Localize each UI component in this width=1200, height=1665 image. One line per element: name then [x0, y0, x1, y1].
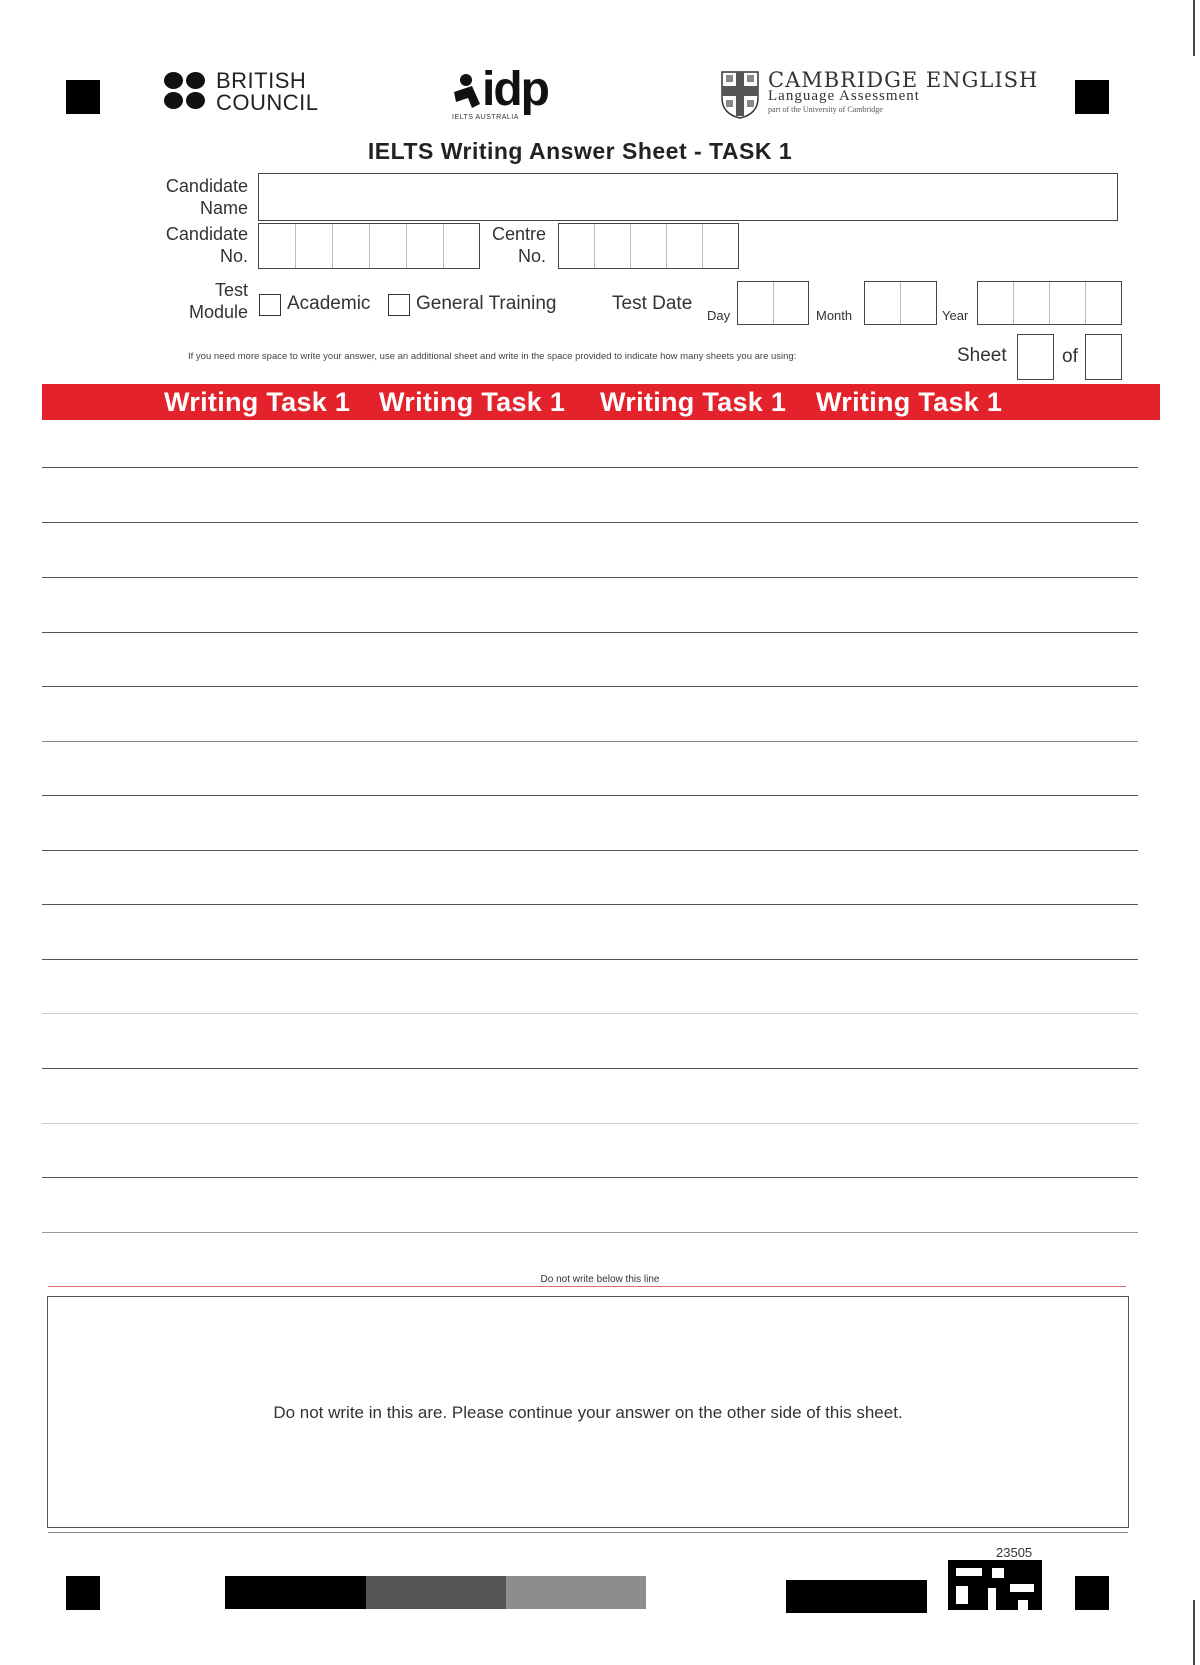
calibration-bar-black	[225, 1576, 366, 1609]
candidate-name-field[interactable]	[258, 173, 1118, 221]
year-field[interactable]	[977, 281, 1122, 325]
british-council-logo-dots	[164, 72, 208, 110]
day-digit[interactable]	[738, 282, 774, 324]
do-not-write-area-text: Do not write in this are. Please continue your answer on the other side of this sheet.	[273, 1403, 903, 1422]
year-digit[interactable]	[1014, 282, 1050, 324]
general-training-checkbox[interactable]	[388, 294, 410, 316]
centre-no-label-line2: No.	[517, 246, 546, 266]
registration-mark-bottom-left	[66, 1576, 100, 1610]
writing-line	[42, 741, 1138, 742]
year-label: Year	[942, 308, 969, 323]
registration-mark-top-right	[1075, 80, 1109, 114]
sheet-total-field[interactable]	[1085, 334, 1122, 380]
candidate-no-digit[interactable]	[333, 224, 370, 268]
candidate-no-label-line2: No.	[219, 246, 248, 266]
writing-line	[42, 577, 1138, 578]
sheet-code-barcode	[948, 1560, 1042, 1610]
sheet-number-box[interactable]	[1018, 335, 1053, 379]
writing-line	[42, 1013, 1138, 1014]
day-label: Day	[707, 308, 731, 323]
page-edge-mark	[1193, 1600, 1195, 1665]
idp-logo	[452, 63, 556, 126]
bottom-rule	[48, 1532, 1128, 1533]
centre-no-field[interactable]	[558, 223, 739, 269]
candidate-no-digit[interactable]	[259, 224, 296, 268]
calibration-bar-right	[786, 1580, 927, 1613]
cambridge-university-line: part of the University of Cambridge	[768, 105, 883, 114]
banner-text: Writing Task 1	[379, 387, 566, 417]
candidate-name-label-line2: Name	[199, 198, 248, 218]
british-council-logo-text	[216, 70, 319, 114]
candidate-no-label-line1: Candidate	[165, 224, 248, 244]
banner-text: Writing Task 1	[816, 387, 1003, 417]
candidate-no-digit[interactable]	[370, 224, 407, 268]
centre-no-digit[interactable]	[667, 224, 703, 268]
month-field[interactable]	[864, 281, 937, 325]
registration-mark-top-left	[66, 80, 100, 114]
sheet-number-field[interactable]	[1017, 334, 1054, 380]
writing-line	[42, 632, 1138, 633]
extra-sheet-note: If you need more space to write your answer, use an additional sheet and write in the space provided to indicate how many sheets you are using:	[188, 351, 797, 362]
british-council-line-2: COUNCIL	[216, 90, 319, 115]
sheet-code-number: 23505	[996, 1545, 1033, 1560]
month-digit[interactable]	[901, 282, 936, 324]
idp-figure-icon	[452, 74, 482, 114]
test-module-label	[140, 279, 248, 323]
candidate-no-digit[interactable]	[296, 224, 333, 268]
writing-line	[42, 850, 1138, 851]
candidate-no-digit[interactable]	[407, 224, 444, 268]
idp-logo-subtext: IELTS AUSTRALIA	[452, 114, 519, 121]
banner-text: Writing Task 1	[164, 387, 351, 417]
candidate-no-label	[140, 223, 248, 267]
registration-mark-bottom-right	[1075, 1576, 1109, 1610]
sheet-title	[0, 138, 1200, 165]
writing-line	[42, 959, 1138, 960]
centre-no-digit[interactable]	[595, 224, 631, 268]
writing-line	[42, 795, 1138, 796]
do-not-write-below-label: Do not write below this line	[540, 1274, 660, 1285]
writing-line	[42, 467, 1138, 468]
idp-logo-word: idp	[482, 63, 548, 116]
year-digit[interactable]	[978, 282, 1014, 324]
british-council-line-1: BRITISH	[216, 68, 307, 93]
test-date-label: Test Date	[612, 293, 693, 314]
do-not-write-red-line	[48, 1286, 1126, 1287]
year-digit[interactable]	[1086, 282, 1121, 324]
writing-line	[42, 686, 1138, 687]
calibration-bar-light-gray	[506, 1576, 646, 1609]
centre-no-digit[interactable]	[631, 224, 667, 268]
cambridge-title: CAMBRIDGE ENGLISH	[768, 68, 1039, 92]
centre-no-digit[interactable]	[703, 224, 738, 268]
writing-line	[42, 904, 1138, 905]
sheet-label: Sheet	[957, 345, 1007, 366]
writing-line	[42, 1177, 1138, 1178]
sheet-title-text: IELTS Writing Answer Sheet - TASK 1	[367, 138, 793, 164]
writing-task-banner	[42, 384, 1160, 420]
candidate-name-label	[140, 175, 248, 219]
calibration-bar-dark-gray	[366, 1576, 506, 1609]
writing-line	[42, 1068, 1138, 1069]
centre-no-label	[470, 223, 546, 267]
test-module-label-line1: Test	[214, 280, 248, 300]
year-digit[interactable]	[1050, 282, 1086, 324]
cambridge-subtitle: Language Assessment	[768, 88, 920, 104]
centre-no-label-line1: Centre	[491, 224, 546, 244]
month-label: Month	[816, 308, 853, 323]
cambridge-shield-icon	[720, 70, 760, 120]
page-edge-mark	[1193, 0, 1195, 56]
writing-line	[42, 1123, 1138, 1124]
general-training-label: General Training	[416, 293, 557, 314]
candidate-no-field[interactable]	[258, 223, 480, 269]
candidate-name-label-line1: Candidate	[165, 176, 248, 196]
do-not-write-area	[47, 1296, 1129, 1528]
academic-checkbox[interactable]	[259, 294, 281, 316]
centre-no-digit[interactable]	[559, 224, 595, 268]
writing-line	[42, 1232, 1138, 1233]
academic-label: Academic	[287, 293, 371, 314]
day-digit[interactable]	[774, 282, 808, 324]
day-field[interactable]	[737, 281, 809, 325]
test-module-label-line2: Module	[188, 302, 248, 322]
month-digit[interactable]	[865, 282, 901, 324]
of-label: of	[1062, 346, 1078, 367]
sheet-total-box[interactable]	[1086, 335, 1121, 379]
writing-line	[42, 522, 1138, 523]
banner-text: Writing Task 1	[600, 387, 787, 417]
